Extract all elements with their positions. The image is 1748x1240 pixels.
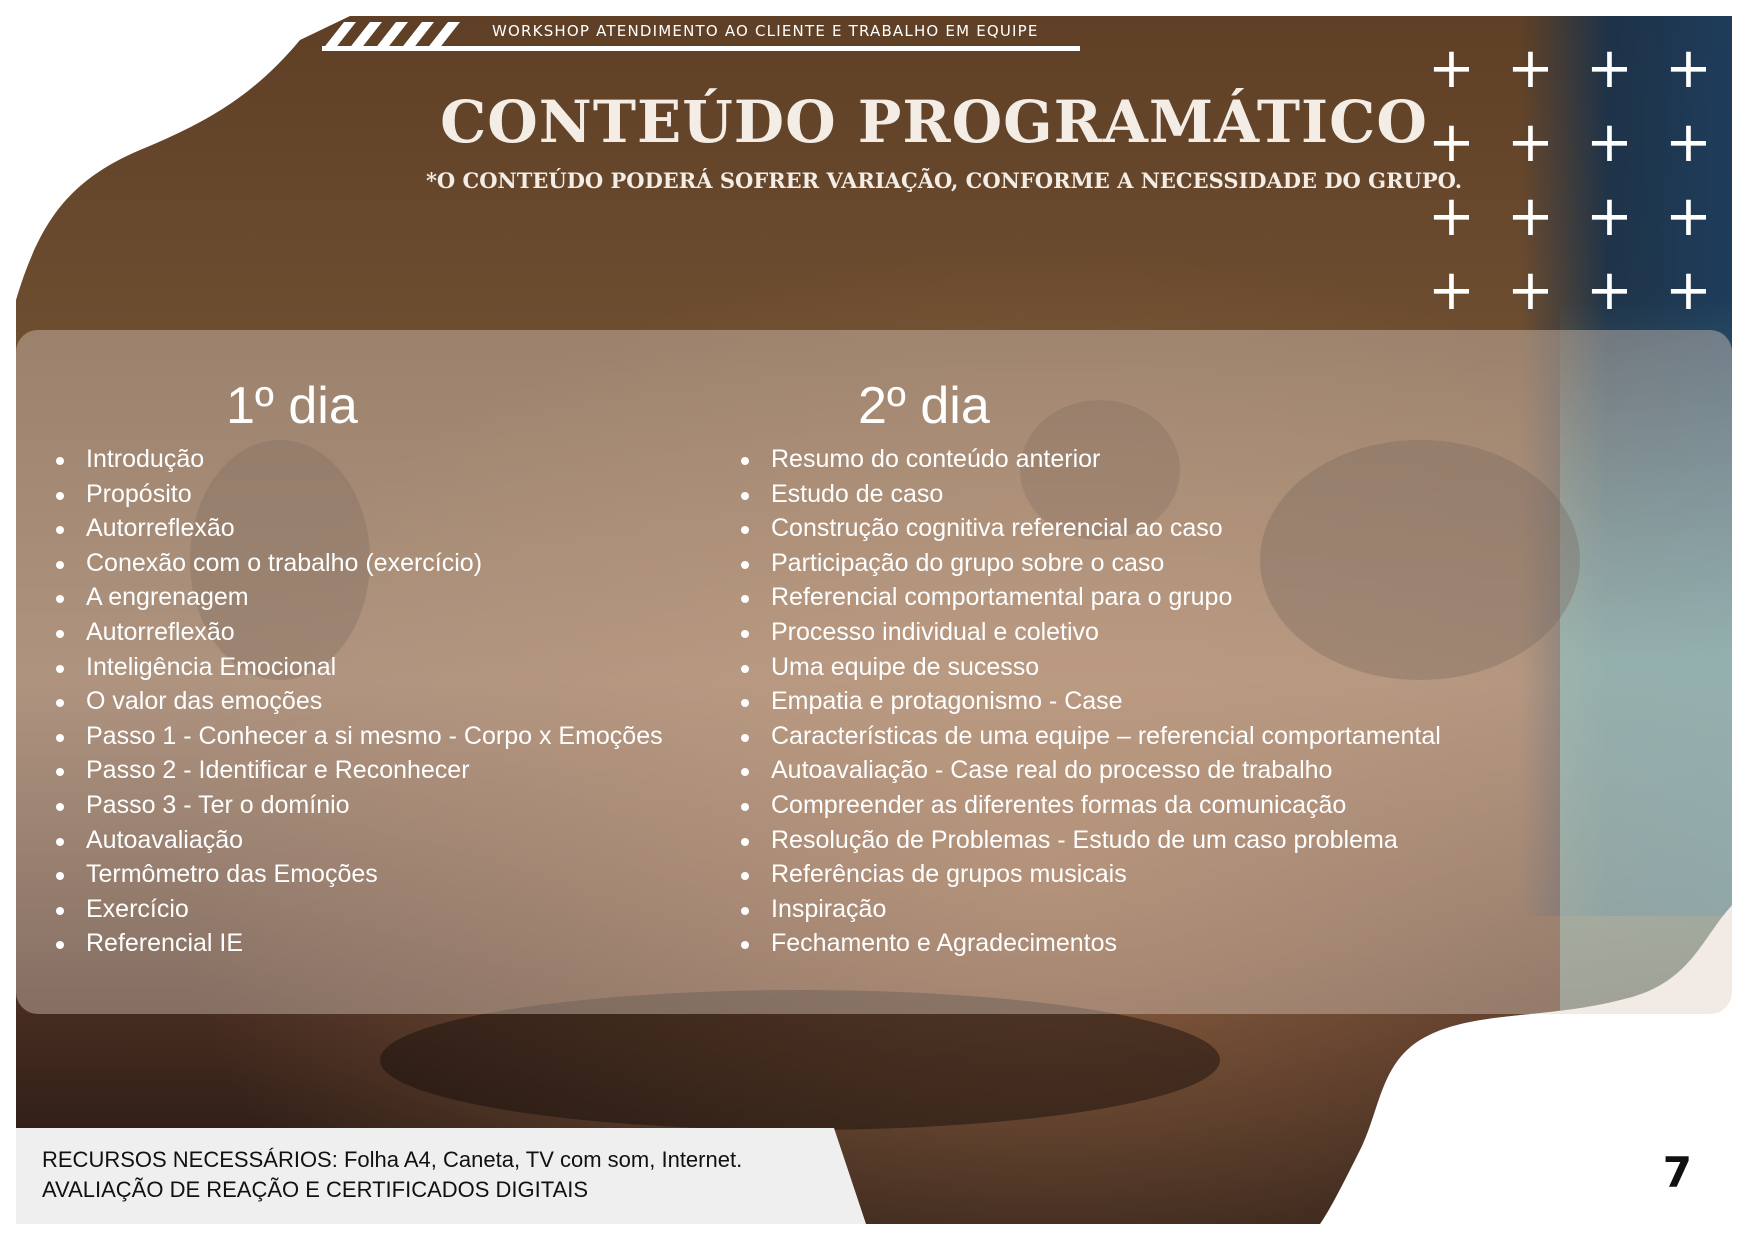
list-item: Processo individual e coletivo — [771, 615, 1441, 650]
list-item: Autoavaliação - Case real do processo de trabalho — [771, 753, 1441, 788]
plus-icon: + — [1586, 258, 1633, 323]
plus-pattern — [1428, 32, 1728, 323]
list-item: Características de uma equipe – referencial comportamental — [771, 719, 1441, 754]
plus-icon: + — [1507, 258, 1554, 323]
list-item: Exercício — [86, 892, 663, 927]
page-number: 7 — [1662, 1148, 1692, 1197]
list-item: Referências de grupos musicais — [771, 857, 1441, 892]
list-item: Termômetro das Emoções — [86, 857, 663, 892]
list-item: Passo 2 - Identificar e Reconhecer — [86, 753, 663, 788]
list-item: Conexão com o trabalho (exercício) — [86, 546, 663, 581]
footer-box — [16, 1128, 866, 1224]
list-item: Autorreflexão — [86, 511, 663, 546]
plus-icon: + — [1428, 110, 1475, 175]
workshop-label: WORKSHOP ATENDIMENTO AO CLIENTE E TRABALHO EM EQUIPE — [492, 22, 1039, 40]
day1-heading: 1º dia — [226, 377, 358, 435]
list-item: Compreender as diferentes formas da comunicação — [771, 788, 1441, 823]
list-item: Construção cognitiva referencial ao caso — [771, 511, 1441, 546]
plus-icon: + — [1428, 184, 1475, 249]
day2-topic-list — [771, 442, 1441, 961]
plus-icon: + — [1586, 110, 1633, 175]
list-item: Estudo de caso — [771, 477, 1441, 512]
footer-evaluation: AVALIAÇÃO DE REAÇÃO E CERTIFICADOS DIGITAIS — [42, 1177, 589, 1202]
plus-icon: + — [1507, 36, 1554, 101]
plus-icon: + — [1665, 184, 1712, 249]
list-item: Inspiração — [771, 892, 1441, 927]
header-rule — [322, 46, 1080, 51]
plus-icon: + — [1665, 36, 1712, 101]
plus-icon: + — [1507, 184, 1554, 249]
list-item: Fechamento e Agradecimentos — [771, 926, 1441, 961]
plus-icon: + — [1428, 258, 1475, 323]
list-item: Passo 1 - Conhecer a si mesmo - Corpo x Emoções — [86, 719, 663, 754]
plus-icon: + — [1665, 258, 1712, 323]
page-subtitle: *O CONTEÚDO PODERÁ SOFRER VARIAÇÃO, CONFORME A NECESSIDADE DO GRUPO. — [425, 168, 1463, 193]
list-item: Inteligência Emocional — [86, 650, 663, 685]
list-item: A engrenagem — [86, 580, 663, 615]
footer-resources: RECURSOS NECESSÁRIOS: Folha A4, Caneta, TV com som, Internet. — [42, 1147, 743, 1172]
day1-topic-list — [86, 442, 663, 961]
plus-icon: + — [1507, 110, 1554, 175]
plus-icon: + — [1428, 36, 1475, 101]
list-item: Referencial IE — [86, 926, 663, 961]
list-item: Propósito — [86, 477, 663, 512]
list-item: Autoavaliação — [86, 823, 663, 858]
plus-icon: + — [1586, 36, 1633, 101]
list-item: O valor das emoções — [86, 684, 663, 719]
list-item: Passo 3 - Ter o domínio — [86, 788, 663, 823]
list-item: Referencial comportamental para o grupo — [771, 580, 1441, 615]
page-title: CONTEÚDO PROGRAMÁTICO — [440, 88, 1428, 156]
list-item: Resumo do conteúdo anterior — [771, 442, 1441, 477]
day2-heading: 2º dia — [858, 377, 990, 435]
list-item: Participação do grupo sobre o caso — [771, 546, 1441, 581]
list-item: Autorreflexão — [86, 615, 663, 650]
list-item: Empatia e protagonismo - Case — [771, 684, 1441, 719]
list-item: Resolução de Problemas - Estudo de um caso problema — [771, 823, 1441, 858]
list-item: Uma equipe de sucesso — [771, 650, 1441, 685]
plus-icon: + — [1586, 184, 1633, 249]
plus-icon: + — [1665, 110, 1712, 175]
list-item: Introdução — [86, 442, 663, 477]
